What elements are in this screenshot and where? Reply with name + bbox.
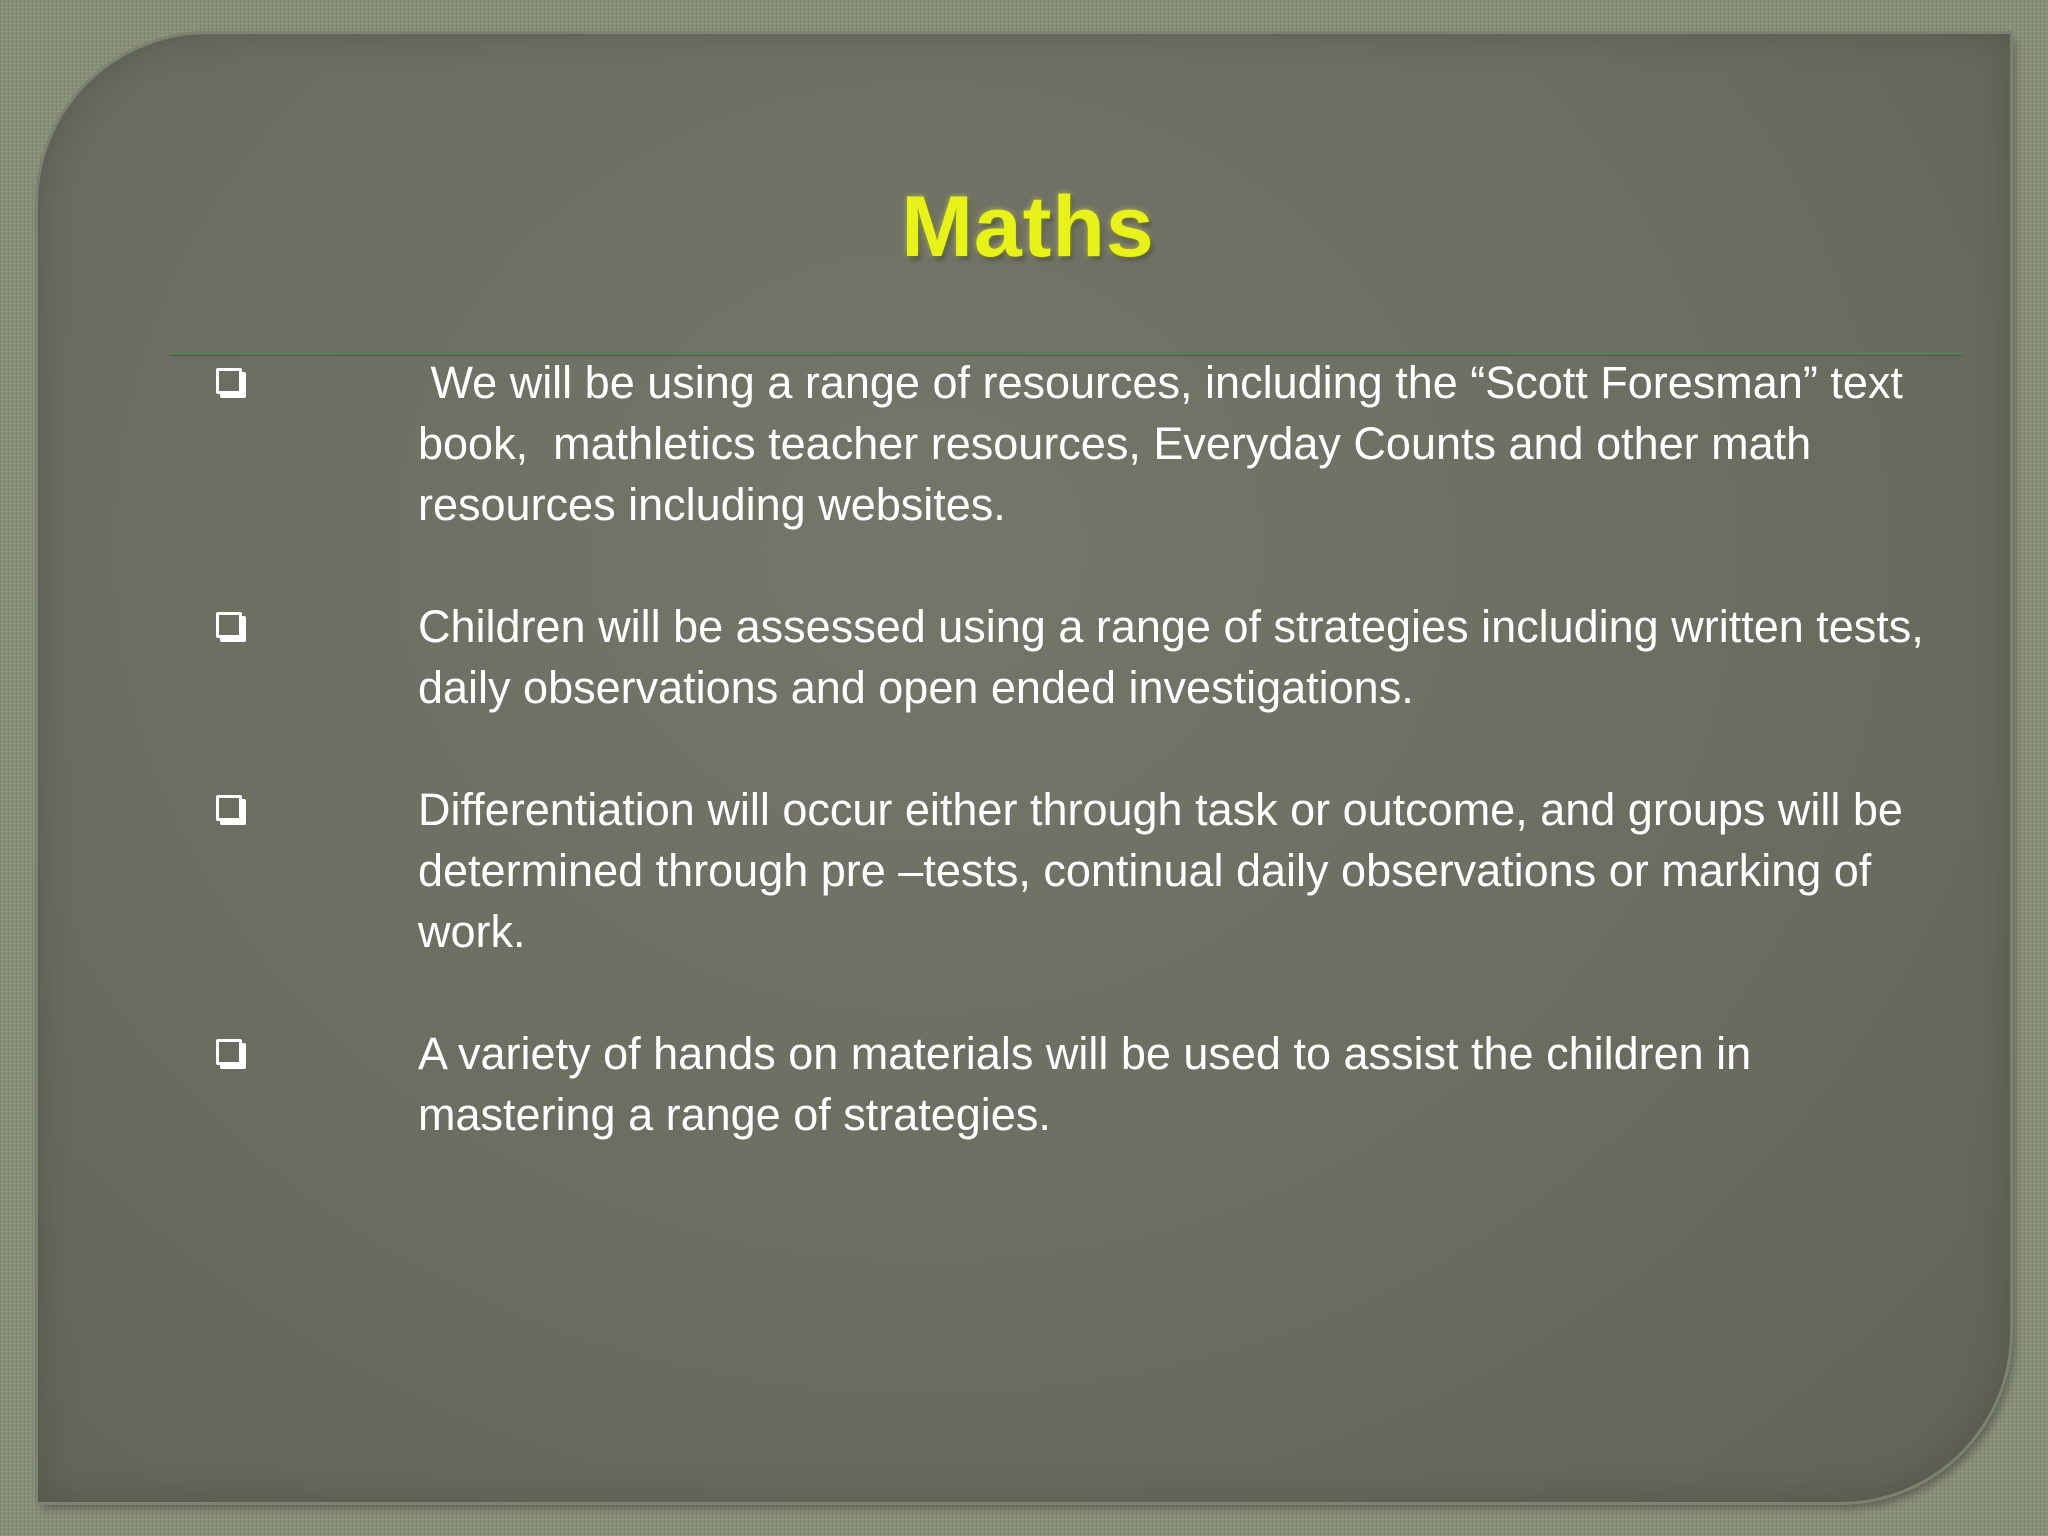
bullet-list (208, 352, 1928, 1206)
bullet-text: A variety of hands on materials will be used to assist the children in mastering a range of strategies. (418, 1028, 1752, 1140)
bullet-text: We will be using a range of resources, including the “Scott Foresman” text book, mathletics teacher resources, Everyday Counts and other math resources including websites. (418, 357, 1903, 530)
checkbox-outline-icon (216, 1039, 242, 1065)
bullet-item-materials (208, 1023, 1928, 1145)
checkbox-outline-icon (216, 612, 242, 638)
slide-panel (38, 34, 2010, 1502)
bullet-text: Children will be assessed using a range of strategies including written tests, daily observations and open ended investigations. (418, 601, 1924, 713)
bullet-item-assessment (208, 596, 1928, 718)
slide-title: Maths (901, 179, 1155, 275)
bullet-item-resources (208, 352, 1928, 535)
checkbox-outline-icon (216, 368, 242, 394)
bullet-item-differentiation (208, 779, 1928, 962)
bullet-text: Differentiation will occur either through task or outcome, and groups will be determined through pre –tests, continual daily observations or marking of work. (418, 784, 1903, 957)
checkbox-outline-icon (216, 795, 242, 821)
